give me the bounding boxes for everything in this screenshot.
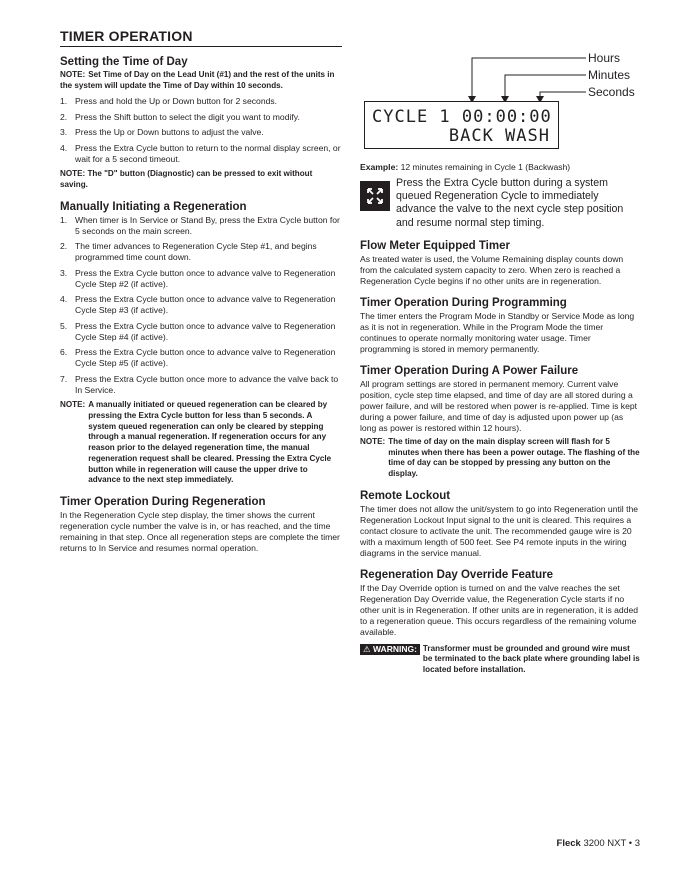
during-regen-body: In the Regeneration Cycle step display, the timer shows the current regeneration cycle number the valve is in, or has reached, and the time remaining in that step. Once all regeneration steps are complete the timer returns to In Service and resumes normal operation. (60, 509, 340, 553)
setting-time-steps (60, 96, 342, 165)
section-remote-lockout (360, 490, 640, 559)
list-item: 6. Press the Extra Cycle button once to advance valve to Regeneration Cycle Step #5 (if active). (60, 347, 336, 369)
section-power-failure (360, 365, 640, 480)
section-during-regen (60, 496, 342, 554)
programming-body: The timer enters the Program Mode in Standby or Service Mode as long as it is not in regeneration. While in the Program Mode the timer continues to operate normally monitoring water usage. Timer programming is stored in memory permanently. (360, 310, 635, 354)
list-item: 3. Press the Extra Cycle button once to advance valve to Regeneration Cycle Step #2 (if active). (60, 267, 336, 289)
warning-triangle-icon: ⚠ (363, 643, 371, 654)
extra-cycle-tip-text: Press the Extra Cycle button during a system queued Regeneration Cycle to immediately advance the valve to the next cycle step position and resume normal step timing. (396, 177, 624, 229)
note-label: NOTE: (60, 70, 86, 79)
example-label: Example: (360, 162, 399, 172)
note-body: The "D" button (Diagnostic) can be pressed to exit without saving. (60, 169, 313, 190)
page-title: TIMER OPERATION (60, 28, 342, 47)
page-footer (557, 838, 640, 849)
hours-label: Hours (588, 51, 621, 65)
note-label: NOTE: (60, 400, 86, 410)
display-diagram (360, 50, 640, 162)
minutes-label: Minutes (588, 68, 631, 82)
note-body: Set Time of Day on the Lead Unit (#1) and the rest of the units in the system will update the Time of Day within 10 seconds. (60, 70, 335, 90)
right-column (360, 50, 640, 676)
day-override-heading: Regeneration Day Override Feature (360, 568, 554, 581)
hours-callout-line (472, 58, 586, 101)
note-label: NOTE: (360, 436, 386, 446)
list-item: 4. Press the Extra Cycle button once to advance valve to Regeneration Cycle Step #3 (if active). (60, 294, 336, 316)
note-body: A manually initiated or queued regeneration can be cleared by pressing the Extra Cycle button for less than 5 seconds. A system queued regeneration can only be cleared by stepping through a manual regeneration. If regeneration occurs for any reason prior to the delayed regeneration time, the manual regeneration request shall be cleared. Pressing the Extra Cycle button while in regeneration will cause the upper drive to advance to the next step immediately. (88, 400, 332, 485)
manual-regen-heading: Manually Initiating a Regeneration (60, 200, 247, 213)
setting-time-heading: Setting the Time of Day (60, 56, 188, 68)
footer-bullet: • (628, 838, 633, 849)
remote-lockout-heading: Remote Lockout (360, 489, 451, 502)
warning-text: Transformer must be grounded and ground wire must be terminated to the back plate where grounding label is located before installation. (422, 643, 640, 675)
power-failure-body: All program settings are stored in permanent memory. Current valve position, cycle step time elapsed, and time of day are all stored during a power failure, and will be restored when power is re-applied. Time is kept during a power failure, and time of day is adjusted upon power up (as long as power is restored within 12 hours). (360, 378, 638, 433)
flow-meter-heading: Flow Meter Equipped Timer (360, 239, 510, 252)
section-flow-meter (360, 240, 640, 287)
list-item: 4. Press the Extra Cycle button to return to the normal display screen, or wait for a 5 second timeout. (60, 142, 341, 164)
note-label: NOTE: (60, 169, 86, 179)
lcd-display (364, 101, 559, 149)
section-manual-regen (60, 201, 342, 486)
setting-time-note-2 (60, 169, 342, 190)
manual-regen-note (60, 400, 342, 486)
section-day-override (360, 569, 640, 676)
warning-label: WARNING: (373, 643, 417, 654)
warning-badge (360, 644, 420, 655)
example-caption (360, 162, 640, 173)
list-item: 3. Press the Up or Down buttons to adjust the valve. (60, 127, 264, 138)
flow-meter-body: As treated water is used, the Volume Remaining display counts down from the calculated system capacity to zero. When zero is reached a Regeneration Cycle begins if no other units are in regeneration. (360, 253, 624, 286)
note-body: The time of day on the main display screen will flash for 5 minutes when there has been a power outage. The flashing of the time of day can be stopped by pressing any button on the display. (388, 436, 640, 478)
minutes-callout-line (505, 75, 586, 101)
page-number: 3 (634, 838, 640, 849)
seconds-label: Seconds (588, 85, 635, 99)
footer-brand: Fleck (556, 838, 581, 849)
section-setting-time (60, 56, 342, 191)
programming-heading: Timer Operation During Programming (360, 296, 567, 309)
list-item: 7. Press the Extra Cycle button once more to advance the valve back to In Service. (60, 373, 339, 395)
remote-lockout-body: The timer does not allow the unit/system to go into Regeneration until the Regeneration Lockout Input signal to the unit is cleared. This requires a contact closure to activate the unit. The recommended gauge wire is 20 with a maximum length of 500 feet. See P4 remote inputs in the wiring diagrams in the service manual. (360, 503, 639, 558)
lcd-line-2: BACK WASH (448, 126, 550, 146)
lcd-line-1: CYCLE 1 00:00:00 (372, 107, 552, 127)
footer-model: 3200 NXT (583, 838, 627, 849)
manual-regen-steps (60, 215, 342, 396)
section-programming (360, 297, 640, 355)
seconds-callout-line (540, 92, 586, 101)
power-failure-note (360, 437, 640, 480)
left-column (60, 28, 342, 554)
list-item: 2. Press the Shift button to select the digit you want to modify. (60, 111, 300, 122)
warning-block (360, 644, 640, 676)
list-item: 5. Press the Extra Cycle button once to advance valve to Regeneration Cycle Step #4 (if active). (60, 320, 336, 342)
power-failure-heading: Timer Operation During A Power Failure (360, 364, 579, 377)
extra-cycle-icon (360, 181, 390, 211)
list-item: 2. The timer advances to Regeneration Cycle Step #1, and begins programmed time count down. (60, 241, 317, 263)
extra-cycle-tip (360, 177, 640, 230)
list-item: 1. Press and hold the Up or Down button for 2 seconds. (60, 96, 278, 107)
during-regen-heading: Timer Operation During Regeneration (60, 495, 266, 508)
setting-time-note (60, 70, 342, 91)
day-override-body: If the Day Override option is turned on and the valve reaches the set Regeneration Day Override value, the Regeneration Cycle starts if no other unit is in Regeneration. If other units are in regeneration, it is added to a regeneration queue. This occurs regardless of the remaining volume available. (360, 582, 639, 637)
list-item: 1. When timer is In Service or Stand By, press the Extra Cycle button for 5 seconds on the main screen. (60, 214, 340, 236)
example-text: 12 minutes remaining in Cycle 1 (Backwash) (400, 162, 571, 172)
